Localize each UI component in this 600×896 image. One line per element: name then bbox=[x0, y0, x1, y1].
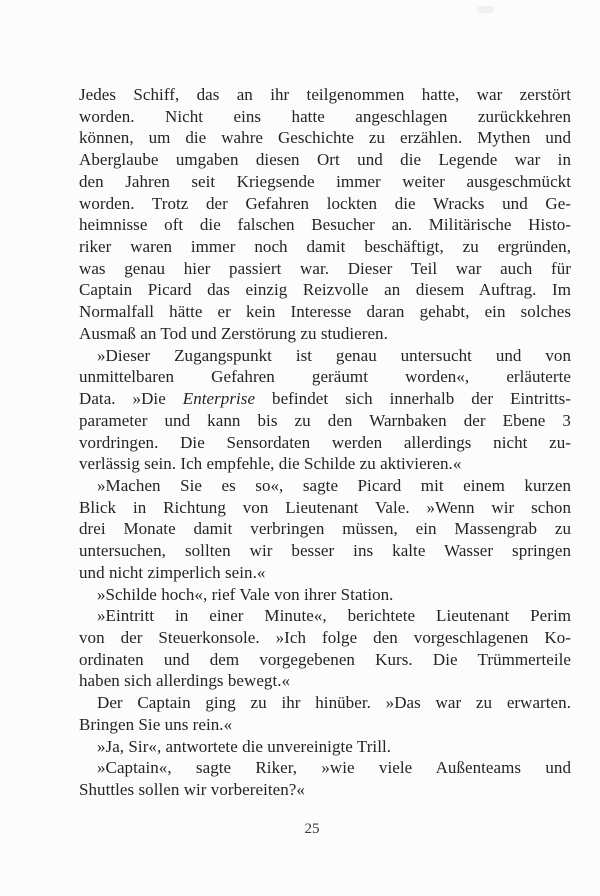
text-line: und nicht zimperlich sein.« bbox=[79, 562, 266, 582]
text-line: heimnisse oft die falschen Besucher an. Militärische Histo- bbox=[79, 215, 571, 235]
text-line: »Eintritt in einer Minute«, berichtete Lieutenant Perim bbox=[97, 606, 571, 626]
text-line: Shuttles sollen wir vorbereiten?« bbox=[79, 780, 305, 799]
text-line: von der Steuerkonsole. »Ich folge den vorgeschlagenen Ko- bbox=[79, 627, 571, 647]
text-line: Blick in Richtung von Lieutenant Vale. »Wenn wir schon bbox=[79, 497, 571, 517]
text-line: »Captain«, sagte Riker, »wie viele Außenteams und bbox=[97, 758, 571, 778]
text-line: »Schilde hoch«, rief Vale von ihrer Station. bbox=[97, 584, 394, 604]
text-line: »Ja, Sir«, antwortete die unvereinigte Trill. bbox=[97, 736, 392, 756]
text-line: »Machen Sie es so«, sagte Picard mit einem kurzen bbox=[97, 475, 571, 495]
text-line: Captain Picard das einzig Reizvolle an diesem Auftrag. Im bbox=[79, 280, 571, 300]
text-line: können, um die wahre Geschichte zu erzählen. Mythen und bbox=[79, 128, 571, 148]
text-line: parameter und kann bis zu den Warnbaken der Ebene 3 bbox=[79, 410, 571, 430]
text-line: Aberglaube umgaben diesen Ort und die Legende war in bbox=[79, 150, 571, 170]
text-line: Bringen Sie uns rein.« bbox=[79, 714, 233, 734]
text-line: verlässig sein. Ich empfehle, die Schilde zu aktivieren.« bbox=[79, 454, 462, 474]
page-number: 25 bbox=[304, 821, 320, 837]
text-line: was genau hier passiert war. Dieser Teil war auch für bbox=[79, 258, 571, 278]
text-line: worden. Nicht eins hatte angeschlagen zurückkehren bbox=[79, 106, 571, 126]
text-line: ordinaten und dem vorgegebenen Kurs. Die Trümmerteile bbox=[79, 649, 571, 669]
text-line: Data. »Die Enterprise befindet sich innerhalb der Eintritts- bbox=[79, 389, 571, 409]
text-line: untersuchen, sollten wir besser ins kalte Wasser springen bbox=[79, 541, 571, 561]
text-line: unmittelbaren Gefahren geräumt worden«, erläuterte bbox=[79, 367, 571, 387]
text-line: riker waren immer noch damit beschäftigt, zu ergründen, bbox=[79, 237, 571, 257]
text-line: haben sich allerdings bewegt.« bbox=[79, 671, 291, 691]
text-line: den Jahren seit Kriegsende immer weiter ausgeschmückt bbox=[79, 171, 571, 191]
text-line: vordringen. Die Sensordaten werden allerdings nicht zu- bbox=[79, 432, 571, 452]
text-line: Jedes Schiff, das an ihr teilgenommen hatte, war zerstört bbox=[79, 85, 571, 104]
text-line: drei Monate damit verbringen müssen, ein Massengrab zu bbox=[79, 519, 571, 539]
text-line: »Dieser Zugangspunkt ist genau untersucht und von bbox=[97, 345, 571, 365]
text-block bbox=[79, 84, 571, 801]
text-line: worden. Trotz der Gefahren lockten die Wracks und Ge- bbox=[79, 193, 571, 213]
text-line: Normalfall hätte er kein Interesse daran gehabt, ein solches bbox=[79, 302, 571, 322]
text-line: Der Captain ging zu ihr hinüber. »Das war zu erwarten. bbox=[97, 693, 571, 713]
text-line: Ausmaß an Tod und Zerstörung zu studieren. bbox=[79, 323, 388, 343]
scan-artifact-smudge bbox=[477, 6, 494, 13]
